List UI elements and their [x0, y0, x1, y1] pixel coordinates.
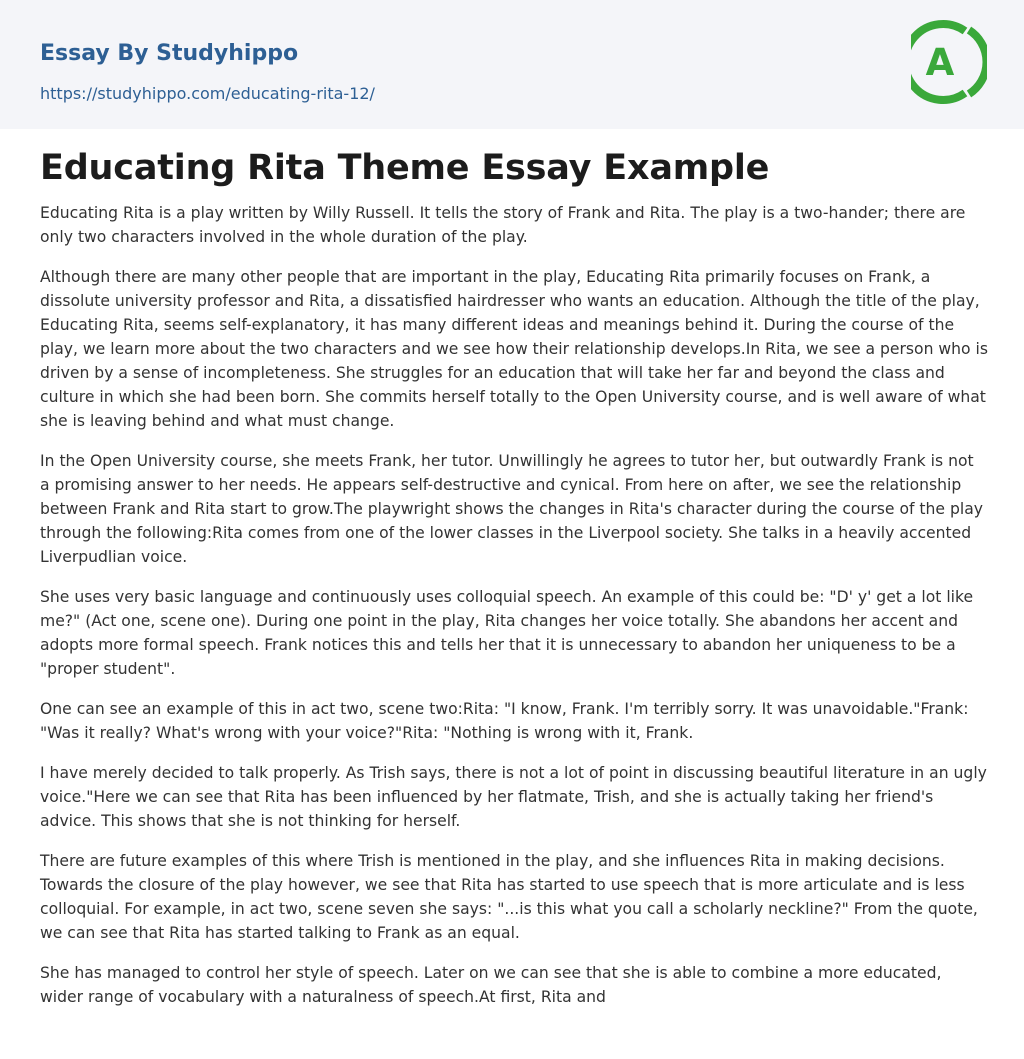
article-paragraph-7: There are future examples of this where Trish is mentioned in the play, and she influences Rita in making decisions. Towards the closure of the play however, we see that Rita has started to use speech that is more articulate and is less colloquial. For example, in act two, scene seven she says: "...is this what you call a scholarly neckline?" From the quote, we can see that Rita has started talking to Frank as an equal. [40, 852, 978, 942]
article [40, 146, 988, 1025]
site-brand[interactable]: Essay By Studyhippo [40, 41, 299, 66]
article-title: Educating Rita Theme Essay Example [40, 148, 770, 188]
article-paragraph-2: Although there are many other people that are important in the play, Educating Rita primarily focuses on Frank, a dissolute university professor and Rita, a dissatisfied hairdresser who wants an education. Although the title of the play, Educating Rita, seems self-explanatory, it has many different ideas and meanings behind it. During the course of the play, we learn more about the two characters and we see how their relationship develops.In Rita, we see a person who is driven by a sense of incompleteness. She struggles for an education that will take her far and beyond the class and culture in which she had been born. She commits herself totally to the Open University course, and is well aware of what she is leaving behind and what must change. [40, 268, 989, 430]
studyhippo-logo-icon[interactable] [911, 18, 987, 106]
site-header [0, 0, 1024, 129]
source-url-link[interactable]: https://studyhippo.com/educating-rita-12/ [40, 84, 375, 103]
article-paragraph-3: In the Open University course, she meets Frank, her tutor. Unwillingly he agrees to tutor her, but outwardly Frank is not a promising answer to her needs. He appears self-destructive and cynical. From here on after, we see the relationship between Frank and Rita start to grow.The playwright shows the changes in Rita's character during the course of the play through the following:Rita comes from one of the lower classes in the Liverpool society. She talks in a heavily accented Liverpudlian voice. [40, 452, 983, 566]
logo-letter: A [925, 41, 955, 84]
article-paragraph-4: She uses very basic language and continuously uses colloquial speech. An example of this could be: "D' y' get a lot like me?" (Act one, scene one). During one point in the play, Rita changes her voice totally. She abandons her accent and adopts more formal speech. Frank notices this and tells her that it is unnecessary to abandon her uniqueness to be a "proper student". [40, 588, 974, 678]
article-paragraph-1: Educating Rita is a play written by Willy Russell. It tells the story of Frank and Rita. The play is a two-hander; there are only two characters involved in the whole duration of the play. [40, 204, 966, 246]
article-paragraph-8: She has managed to control her style of speech. Later on we can see that she is able to combine a more educated, wider range of vocabulary with a naturalness of speech.At first, Rita and [40, 964, 942, 1006]
article-paragraph-6: I have merely decided to talk properly. As Trish says, there is not a lot of point in discussing beautiful literature in an ugly voice."Here we can see that Rita has been influenced by her flatmate, Trish, and she is actually taking her friend's advice. This shows that she is not thinking for herself. [40, 764, 987, 830]
article-paragraph-5: One can see an example of this in act two, scene two:Rita: "I know, Frank. I'm terribly sorry. It was unavoidable."Frank: "Was it really? What's wrong with your voice?"Rita: "Nothing is wrong with it, Frank. [40, 700, 969, 742]
